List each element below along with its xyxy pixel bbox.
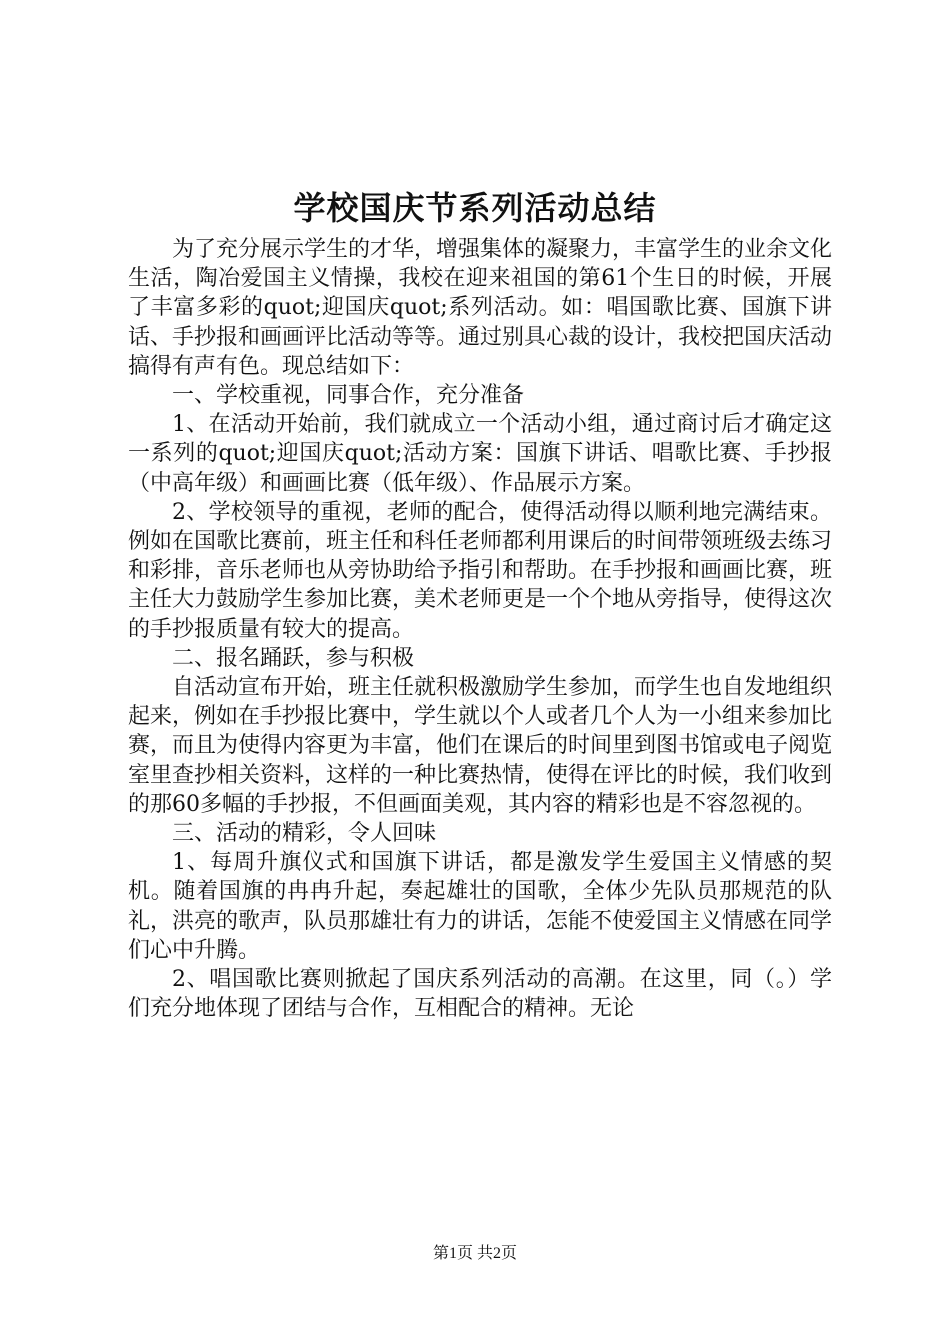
paragraph-1-1: 1、在活动开始前，我们就成立一个活动小组，通过商讨后才确定这一系列的quot;迎国庆quot;活动方案：国旗下讲话、唱歌比赛、手抄报（中高年级）和画画比赛（低年级）、作品展示方案。	[128, 412, 832, 496]
section-heading-1: 一、学校重视，同事合作，充分准备	[172, 383, 525, 409]
paragraph-2: 自活动宣布开始，班主任就积极激励学生参加，而学生也自发地组织起来，例如在手抄报比赛中，学生就以个人或者几个人为一小组来参加比赛，而且为使得内容更为丰富，他们在课后的时间里到图书馆或电子阅览室里查抄相关资料，这样的一种比赛热情，使得在评比的时候，我们收到的那60多幅的手抄报，不但画面美观，其内容的精彩也是不容忽视的。	[128, 675, 833, 817]
page-number-footer: 第1页 共2页	[432, 1245, 517, 1262]
paragraph-intro: 为了充分展示学生的才华，增强集体的凝聚力，丰富学生的业余文化生活，陶冶爱国主义情操，我校在迎来祖国的第61个生日的时候，开展了丰富多彩的quot;迎国庆quot;系列活动。如：唱国歌比赛、国旗下讲话、手抄报和画画评比活动等等。通过别具心裁的设计，我校把国庆活动搞得有声有色。现总结如下：	[128, 237, 833, 379]
document-body	[128, 235, 832, 1023]
paragraph-1-2: 2、学校领导的重视，老师的配合，使得活动得以顺利地完满结束。例如在国歌比赛前，班主任和科任老师都利用课后的时间带领班级去练习和彩排，音乐老师也从旁协助给予指引和帮助。在手抄报和画画比赛，班主任大力鼓励学生参加比赛，美术老师更是一个个地从旁指导，使得这次的手抄报质量有较大的提高。	[128, 499, 833, 642]
section-heading-2: 二、报名踊跃，参与积极	[172, 645, 415, 671]
section-heading-3: 三、活动的精彩，令人回味	[172, 821, 437, 847]
paragraph-3-2: 2、唱国歌比赛则掀起了国庆系列活动的高潮。在这里，同（。）学们充分地体现了团结与合作，互相配合的精神。无论	[128, 967, 832, 1022]
paragraph-3-1: 1、每周升旗仪式和国旗下讲话，都是激发学生爱国主义情感的契机。随着国旗的冉冉升起，奏起雄壮的国歌，全体少先队员那规范的队礼，洪亮的歌声，队员那雄壮有力的讲话，怎能不使爱国主义情感在同学们心中升腾。	[128, 850, 833, 963]
document-title: 学校国庆节系列活动总结	[293, 189, 657, 227]
